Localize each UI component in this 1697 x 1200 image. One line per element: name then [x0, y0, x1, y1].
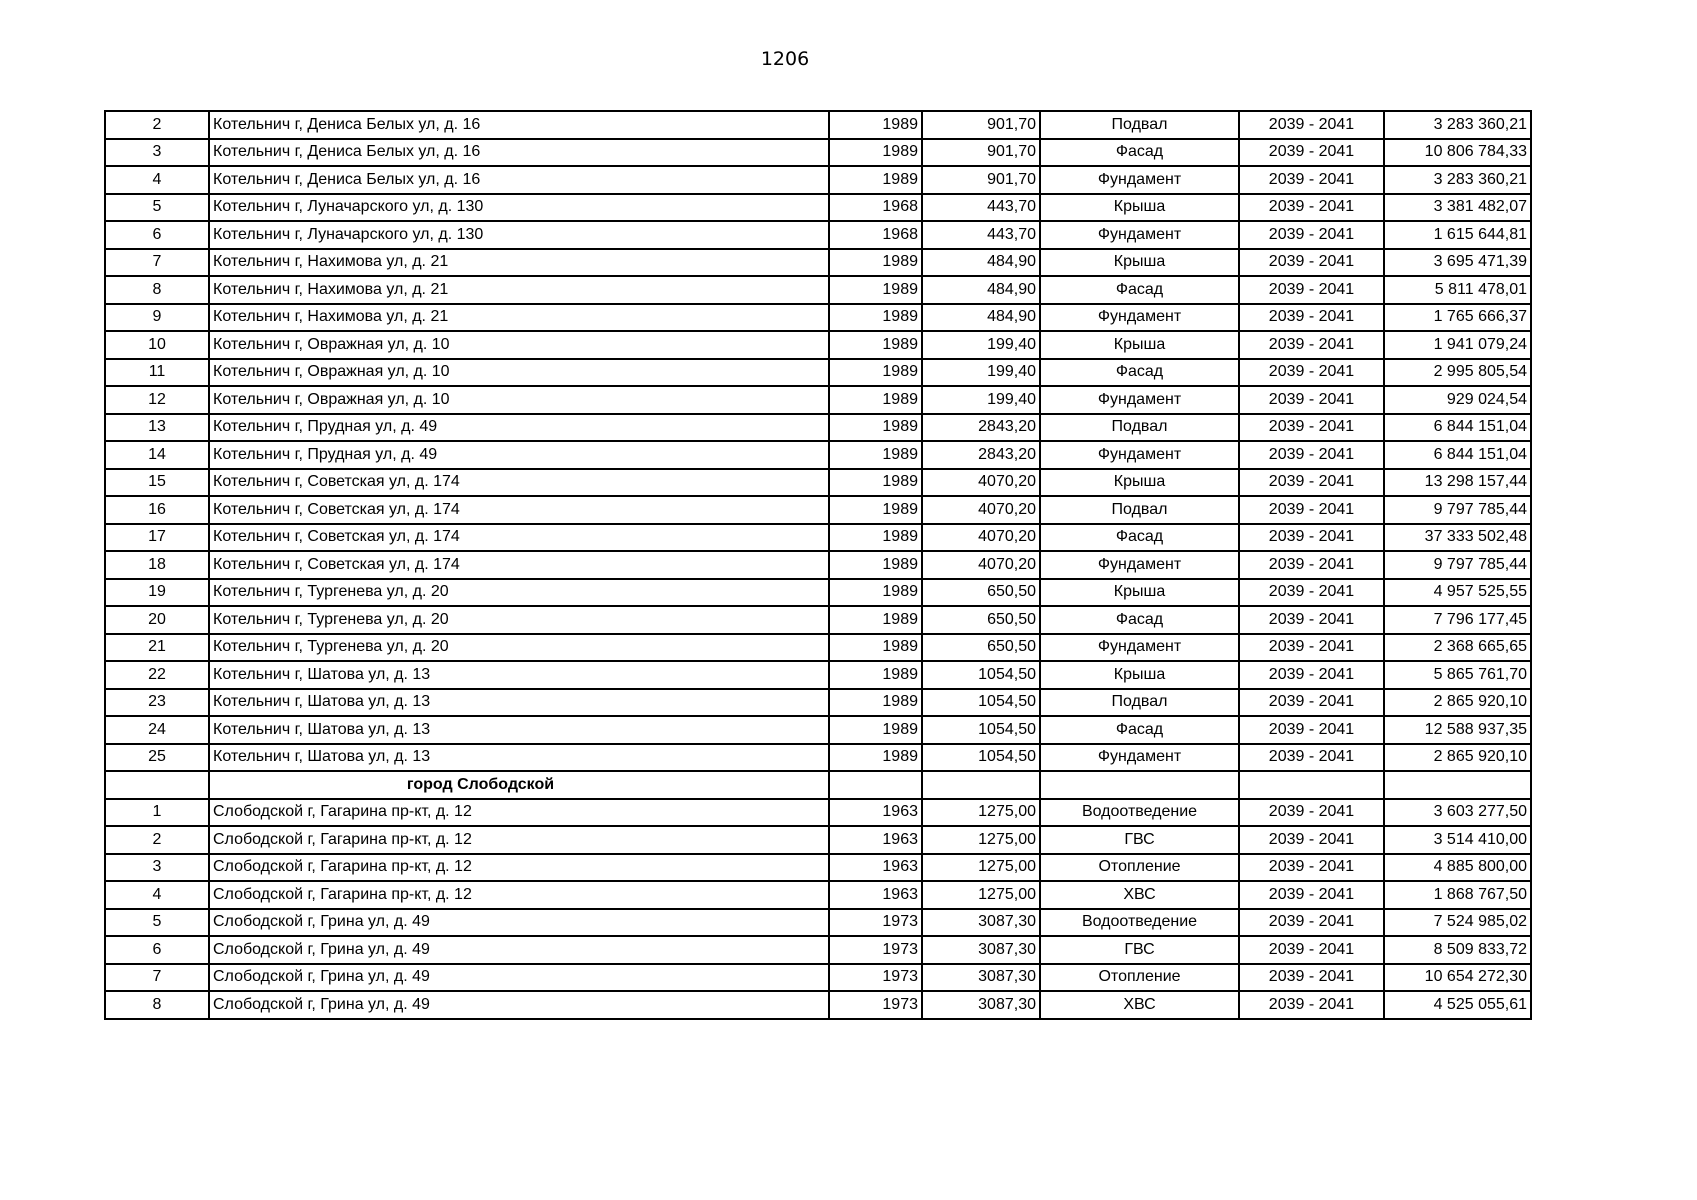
period-cell: 2039 - 2041	[1239, 221, 1384, 249]
address-cell: Котельнич г, Овражная ул, д. 10	[209, 359, 829, 387]
build-year-cell: 1989	[829, 689, 922, 717]
table-row	[105, 469, 1531, 497]
table-row	[105, 606, 1531, 634]
row-number-cell: 2	[105, 111, 209, 139]
row-number-cell: 22	[105, 661, 209, 689]
table-row	[105, 386, 1531, 414]
work-type-cell: Фасад	[1040, 139, 1239, 167]
address-cell: Котельнич г, Советская ул, д. 174	[209, 496, 829, 524]
period-cell: 2039 - 2041	[1239, 881, 1384, 909]
row-number-cell: 7	[105, 964, 209, 992]
period-cell: 2039 - 2041	[1239, 111, 1384, 139]
cost-cell: 2 865 920,10	[1384, 689, 1531, 717]
cost-cell: 5 811 478,01	[1384, 276, 1531, 304]
table-row	[105, 139, 1531, 167]
table-row	[105, 579, 1531, 607]
period-cell: 2039 - 2041	[1239, 909, 1384, 937]
address-cell: Котельнич г, Шатова ул, д. 13	[209, 716, 829, 744]
address-cell: Котельнич г, Нахимова ул, д. 21	[209, 304, 829, 332]
work-type-cell: Крыша	[1040, 194, 1239, 222]
work-type-cell: Крыша	[1040, 249, 1239, 277]
build-year-cell: 1989	[829, 166, 922, 194]
build-year-cell: 1973	[829, 991, 922, 1019]
row-number-cell: 25	[105, 744, 209, 772]
cost-cell: 3 695 471,39	[1384, 249, 1531, 277]
area-cell: 3087,30	[922, 964, 1040, 992]
build-year-cell: 1989	[829, 579, 922, 607]
cost-cell: 5 865 761,70	[1384, 661, 1531, 689]
empty-cell	[922, 771, 1040, 799]
build-year-cell: 1989	[829, 551, 922, 579]
work-type-cell: Фундамент	[1040, 441, 1239, 469]
address-cell: Слободской г, Гагарина пр-кт, д. 12	[209, 854, 829, 882]
cost-cell: 7 524 985,02	[1384, 909, 1531, 937]
work-type-cell: Фундамент	[1040, 551, 1239, 579]
row-number-cell: 24	[105, 716, 209, 744]
row-number-cell: 1	[105, 799, 209, 827]
row-number-cell: 5	[105, 194, 209, 222]
cost-cell: 929 024,54	[1384, 386, 1531, 414]
empty-cell	[105, 771, 209, 799]
area-cell: 2843,20	[922, 414, 1040, 442]
area-cell: 901,70	[922, 111, 1040, 139]
cost-cell: 12 588 937,35	[1384, 716, 1531, 744]
address-cell: Котельнич г, Тургенева ул, д. 20	[209, 606, 829, 634]
cost-cell: 6 844 151,04	[1384, 441, 1531, 469]
cost-cell: 9 797 785,44	[1384, 551, 1531, 579]
build-year-cell: 1968	[829, 194, 922, 222]
row-number-cell: 10	[105, 331, 209, 359]
work-type-cell: Подвал	[1040, 111, 1239, 139]
area-cell: 484,90	[922, 304, 1040, 332]
area-cell: 484,90	[922, 276, 1040, 304]
period-cell: 2039 - 2041	[1239, 524, 1384, 552]
period-cell: 2039 - 2041	[1239, 469, 1384, 497]
period-cell: 2039 - 2041	[1239, 606, 1384, 634]
period-cell: 2039 - 2041	[1239, 276, 1384, 304]
build-year-cell: 1963	[829, 881, 922, 909]
address-cell: Котельнич г, Прудная ул, д. 49	[209, 414, 829, 442]
table-row	[105, 359, 1531, 387]
area-cell: 901,70	[922, 139, 1040, 167]
work-type-cell: Фундамент	[1040, 744, 1239, 772]
area-cell: 1275,00	[922, 799, 1040, 827]
build-year-cell: 1989	[829, 276, 922, 304]
cost-cell: 3 381 482,07	[1384, 194, 1531, 222]
period-cell: 2039 - 2041	[1239, 854, 1384, 882]
build-year-cell: 1989	[829, 386, 922, 414]
period-cell: 2039 - 2041	[1239, 799, 1384, 827]
work-type-cell: ХВС	[1040, 991, 1239, 1019]
work-type-cell: ХВС	[1040, 881, 1239, 909]
table-row	[105, 414, 1531, 442]
row-number-cell: 9	[105, 304, 209, 332]
period-cell: 2039 - 2041	[1239, 441, 1384, 469]
address-cell: Котельнич г, Дениса Белых ул, д. 16	[209, 139, 829, 167]
area-cell: 1054,50	[922, 744, 1040, 772]
cost-cell: 3 514 410,00	[1384, 826, 1531, 854]
work-type-cell: Отопление	[1040, 964, 1239, 992]
work-type-cell: Крыша	[1040, 661, 1239, 689]
period-cell: 2039 - 2041	[1239, 634, 1384, 662]
area-cell: 1054,50	[922, 689, 1040, 717]
cost-cell: 2 995 805,54	[1384, 359, 1531, 387]
build-year-cell: 1963	[829, 854, 922, 882]
row-number-cell: 2	[105, 826, 209, 854]
area-cell: 3087,30	[922, 909, 1040, 937]
table-row	[105, 826, 1531, 854]
work-type-cell: Фасад	[1040, 606, 1239, 634]
build-year-cell: 1989	[829, 744, 922, 772]
address-cell: Котельнич г, Шатова ул, д. 13	[209, 689, 829, 717]
row-number-cell: 16	[105, 496, 209, 524]
build-year-cell: 1963	[829, 799, 922, 827]
work-type-cell: Водоотведение	[1040, 909, 1239, 937]
build-year-cell: 1989	[829, 716, 922, 744]
address-cell: Слободской г, Грина ул, д. 49	[209, 964, 829, 992]
address-cell: Котельнич г, Прудная ул, д. 49	[209, 441, 829, 469]
row-number-cell: 6	[105, 936, 209, 964]
work-type-cell: Фасад	[1040, 716, 1239, 744]
table-row	[105, 799, 1531, 827]
area-cell: 1054,50	[922, 716, 1040, 744]
cost-cell: 4 525 055,61	[1384, 991, 1531, 1019]
address-cell: Слободской г, Гагарина пр-кт, д. 12	[209, 826, 829, 854]
work-type-cell: Фундамент	[1040, 634, 1239, 662]
address-cell: Котельнич г, Нахимова ул, д. 21	[209, 276, 829, 304]
build-year-cell: 1989	[829, 661, 922, 689]
period-cell: 2039 - 2041	[1239, 551, 1384, 579]
area-cell: 901,70	[922, 166, 1040, 194]
table-row	[105, 881, 1531, 909]
address-cell: Котельнич г, Советская ул, д. 174	[209, 551, 829, 579]
cost-cell: 8 509 833,72	[1384, 936, 1531, 964]
row-number-cell: 19	[105, 579, 209, 607]
work-type-cell: Подвал	[1040, 414, 1239, 442]
row-number-cell: 4	[105, 166, 209, 194]
build-year-cell: 1989	[829, 304, 922, 332]
area-cell: 2843,20	[922, 441, 1040, 469]
work-type-cell: Фасад	[1040, 524, 1239, 552]
work-type-cell: Водоотведение	[1040, 799, 1239, 827]
cost-cell: 9 797 785,44	[1384, 496, 1531, 524]
row-number-cell: 20	[105, 606, 209, 634]
table-row	[105, 111, 1531, 139]
build-year-cell: 1973	[829, 936, 922, 964]
period-cell: 2039 - 2041	[1239, 194, 1384, 222]
address-cell: Котельнич г, Советская ул, д. 174	[209, 524, 829, 552]
address-cell: Слободской г, Гагарина пр-кт, д. 12	[209, 799, 829, 827]
period-cell: 2039 - 2041	[1239, 304, 1384, 332]
row-number-cell: 17	[105, 524, 209, 552]
address-cell: Котельнич г, Шатова ул, д. 13	[209, 661, 829, 689]
area-cell: 484,90	[922, 249, 1040, 277]
section-title: город Слободской	[209, 771, 829, 799]
table-body	[105, 111, 1531, 1019]
row-number-cell: 14	[105, 441, 209, 469]
address-cell: Слободской г, Грина ул, д. 49	[209, 909, 829, 937]
cost-cell: 1 868 767,50	[1384, 881, 1531, 909]
build-year-cell: 1989	[829, 524, 922, 552]
period-cell: 2039 - 2041	[1239, 496, 1384, 524]
build-year-cell: 1989	[829, 634, 922, 662]
cost-cell: 6 844 151,04	[1384, 414, 1531, 442]
row-number-cell: 18	[105, 551, 209, 579]
table-row	[105, 221, 1531, 249]
work-type-cell: Фасад	[1040, 359, 1239, 387]
area-cell: 4070,20	[922, 524, 1040, 552]
empty-cell	[1239, 771, 1384, 799]
period-cell: 2039 - 2041	[1239, 826, 1384, 854]
build-year-cell: 1989	[829, 469, 922, 497]
section-header-row	[105, 771, 1531, 799]
table-row	[105, 936, 1531, 964]
address-cell: Слободской г, Грина ул, д. 49	[209, 991, 829, 1019]
cost-cell: 4 885 800,00	[1384, 854, 1531, 882]
work-type-cell: Фундамент	[1040, 304, 1239, 332]
row-number-cell: 3	[105, 854, 209, 882]
area-cell: 650,50	[922, 634, 1040, 662]
address-cell: Котельнич г, Овражная ул, д. 10	[209, 386, 829, 414]
row-number-cell: 23	[105, 689, 209, 717]
period-cell: 2039 - 2041	[1239, 991, 1384, 1019]
area-cell: 3087,30	[922, 936, 1040, 964]
cost-cell: 2 865 920,10	[1384, 744, 1531, 772]
table-row	[105, 991, 1531, 1019]
area-cell: 199,40	[922, 386, 1040, 414]
table-row	[105, 194, 1531, 222]
table-row	[105, 276, 1531, 304]
area-cell: 443,70	[922, 221, 1040, 249]
row-number-cell: 7	[105, 249, 209, 277]
build-year-cell: 1973	[829, 964, 922, 992]
area-cell: 1275,00	[922, 854, 1040, 882]
area-cell: 650,50	[922, 606, 1040, 634]
period-cell: 2039 - 2041	[1239, 249, 1384, 277]
repair-schedule-table	[104, 110, 1532, 1020]
build-year-cell: 1963	[829, 826, 922, 854]
cost-cell: 10 806 784,33	[1384, 139, 1531, 167]
cost-cell: 7 796 177,45	[1384, 606, 1531, 634]
build-year-cell: 1973	[829, 909, 922, 937]
cost-cell: 3 603 277,50	[1384, 799, 1531, 827]
work-type-cell: Крыша	[1040, 469, 1239, 497]
period-cell: 2039 - 2041	[1239, 359, 1384, 387]
address-cell: Котельнич г, Луначарского ул, д. 130	[209, 221, 829, 249]
table-row	[105, 634, 1531, 662]
address-cell: Котельнич г, Луначарского ул, д. 130	[209, 194, 829, 222]
area-cell: 4070,20	[922, 496, 1040, 524]
cost-cell: 1 765 666,37	[1384, 304, 1531, 332]
area-cell: 3087,30	[922, 991, 1040, 1019]
period-cell: 2039 - 2041	[1239, 744, 1384, 772]
cost-cell: 1 615 644,81	[1384, 221, 1531, 249]
build-year-cell: 1989	[829, 111, 922, 139]
period-cell: 2039 - 2041	[1239, 386, 1384, 414]
address-cell: Котельнич г, Дениса Белых ул, д. 16	[209, 111, 829, 139]
address-cell: Котельнич г, Шатова ул, д. 13	[209, 744, 829, 772]
period-cell: 2039 - 2041	[1239, 579, 1384, 607]
period-cell: 2039 - 2041	[1239, 139, 1384, 167]
area-cell: 1275,00	[922, 826, 1040, 854]
row-number-cell: 15	[105, 469, 209, 497]
address-cell: Котельнич г, Советская ул, д. 174	[209, 469, 829, 497]
empty-cell	[829, 771, 922, 799]
work-type-cell: ГВС	[1040, 936, 1239, 964]
work-type-cell: Фундамент	[1040, 386, 1239, 414]
address-cell: Котельнич г, Овражная ул, д. 10	[209, 331, 829, 359]
table-row	[105, 716, 1531, 744]
work-type-cell: Крыша	[1040, 331, 1239, 359]
period-cell: 2039 - 2041	[1239, 936, 1384, 964]
build-year-cell: 1989	[829, 496, 922, 524]
work-type-cell: Подвал	[1040, 496, 1239, 524]
work-type-cell: Фундамент	[1040, 166, 1239, 194]
work-type-cell: Фасад	[1040, 276, 1239, 304]
build-year-cell: 1989	[829, 331, 922, 359]
table-row	[105, 964, 1531, 992]
cost-cell: 3 283 360,21	[1384, 166, 1531, 194]
address-cell: Котельнич г, Нахимова ул, д. 21	[209, 249, 829, 277]
cost-cell: 10 654 272,30	[1384, 964, 1531, 992]
area-cell: 4070,20	[922, 469, 1040, 497]
build-year-cell: 1989	[829, 139, 922, 167]
area-cell: 4070,20	[922, 551, 1040, 579]
address-cell: Котельнич г, Тургенева ул, д. 20	[209, 634, 829, 662]
address-cell: Котельнич г, Тургенева ул, д. 20	[209, 579, 829, 607]
build-year-cell: 1989	[829, 414, 922, 442]
empty-cell	[1384, 771, 1531, 799]
period-cell: 2039 - 2041	[1239, 331, 1384, 359]
cost-cell: 13 298 157,44	[1384, 469, 1531, 497]
table-row	[105, 166, 1531, 194]
area-cell: 1275,00	[922, 881, 1040, 909]
empty-cell	[1040, 771, 1239, 799]
row-number-cell: 3	[105, 139, 209, 167]
table-row	[105, 689, 1531, 717]
table-row	[105, 524, 1531, 552]
work-type-cell: ГВС	[1040, 826, 1239, 854]
row-number-cell: 21	[105, 634, 209, 662]
build-year-cell: 1989	[829, 249, 922, 277]
cost-cell: 1 941 079,24	[1384, 331, 1531, 359]
row-number-cell: 12	[105, 386, 209, 414]
cost-cell: 3 283 360,21	[1384, 111, 1531, 139]
area-cell: 443,70	[922, 194, 1040, 222]
address-cell: Слободской г, Гагарина пр-кт, д. 12	[209, 881, 829, 909]
area-cell: 1054,50	[922, 661, 1040, 689]
row-number-cell: 13	[105, 414, 209, 442]
table-row	[105, 661, 1531, 689]
build-year-cell: 1989	[829, 606, 922, 634]
table-row	[105, 744, 1531, 772]
row-number-cell: 11	[105, 359, 209, 387]
cost-cell: 37 333 502,48	[1384, 524, 1531, 552]
row-number-cell: 6	[105, 221, 209, 249]
table-row	[105, 331, 1531, 359]
table-row	[105, 496, 1531, 524]
row-number-cell: 5	[105, 909, 209, 937]
work-type-cell: Фундамент	[1040, 221, 1239, 249]
row-number-cell: 8	[105, 991, 209, 1019]
row-number-cell: 8	[105, 276, 209, 304]
table-row	[105, 249, 1531, 277]
period-cell: 2039 - 2041	[1239, 661, 1384, 689]
work-type-cell: Подвал	[1040, 689, 1239, 717]
table-row	[105, 551, 1531, 579]
period-cell: 2039 - 2041	[1239, 689, 1384, 717]
cost-cell: 2 368 665,65	[1384, 634, 1531, 662]
page-number: 1206	[760, 48, 810, 70]
area-cell: 650,50	[922, 579, 1040, 607]
work-type-cell: Отопление	[1040, 854, 1239, 882]
build-year-cell: 1989	[829, 359, 922, 387]
address-cell: Слободской г, Грина ул, д. 49	[209, 936, 829, 964]
cost-cell: 4 957 525,55	[1384, 579, 1531, 607]
area-cell: 199,40	[922, 359, 1040, 387]
period-cell: 2039 - 2041	[1239, 414, 1384, 442]
period-cell: 2039 - 2041	[1239, 964, 1384, 992]
period-cell: 2039 - 2041	[1239, 166, 1384, 194]
build-year-cell: 1968	[829, 221, 922, 249]
address-cell: Котельнич г, Дениса Белых ул, д. 16	[209, 166, 829, 194]
table-row	[105, 304, 1531, 332]
area-cell: 199,40	[922, 331, 1040, 359]
row-number-cell: 4	[105, 881, 209, 909]
build-year-cell: 1989	[829, 441, 922, 469]
period-cell: 2039 - 2041	[1239, 716, 1384, 744]
work-type-cell: Крыша	[1040, 579, 1239, 607]
table-row	[105, 909, 1531, 937]
table-row	[105, 854, 1531, 882]
table-row	[105, 441, 1531, 469]
